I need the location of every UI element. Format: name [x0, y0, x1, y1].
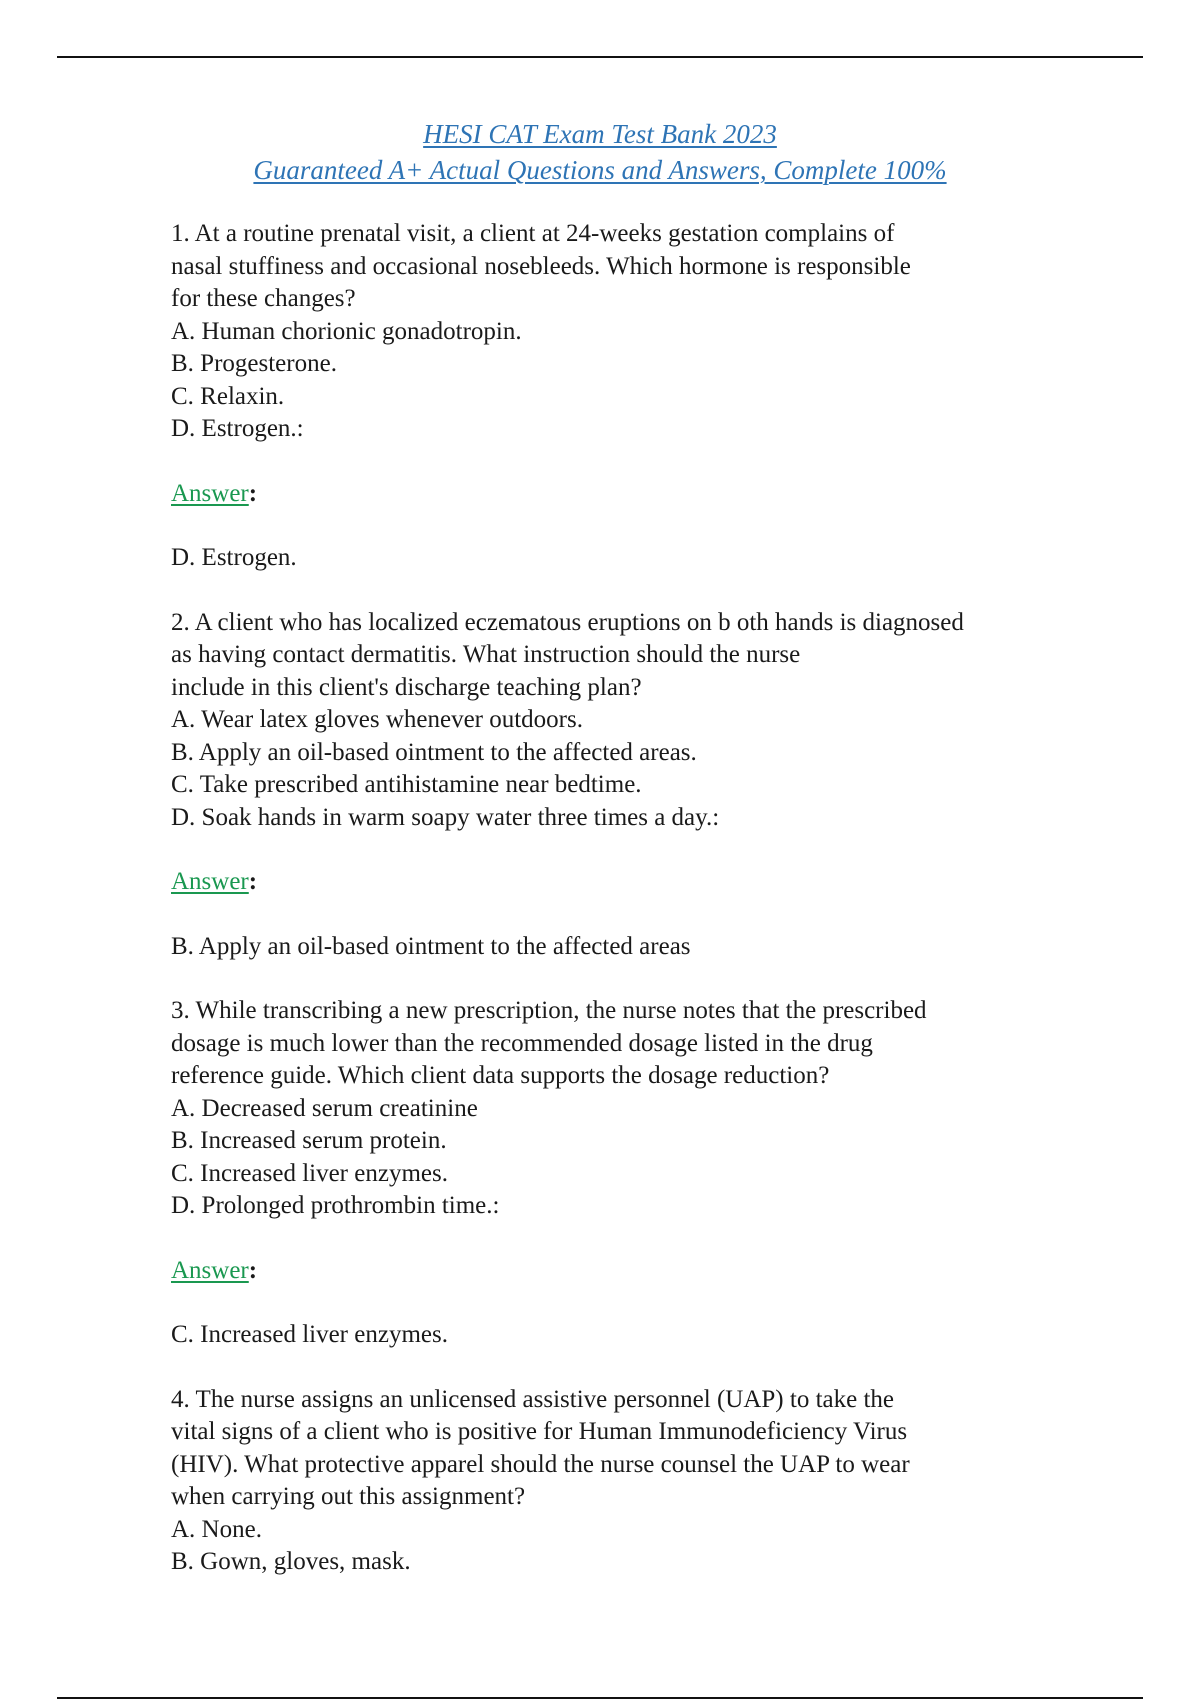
- question-2: [171, 607, 1101, 964]
- document-title: HESI CAT Exam Test Bank 2023: [423, 119, 777, 149]
- question-line: nasal stuffiness and occasional nosebleeds. Which hormone is responsible: [171, 252, 911, 280]
- question-line: as having contact dermatitis. What instruction should the nurse: [171, 641, 801, 668]
- option-c: C. Relaxin.: [171, 382, 285, 410]
- option-c: C. Take prescribed antihistamine near bedtime.: [171, 771, 642, 798]
- answer-label: [171, 1255, 1101, 1288]
- question-4: [171, 1384, 1101, 1579]
- option-d: D. Estrogen.:: [171, 415, 304, 442]
- option-d: D. Soak hands in warm soapy water three times a day.:: [171, 803, 720, 831]
- answer-value: D. Estrogen.: [171, 544, 297, 571]
- option-b: B. Gown, gloves, mask.: [171, 1548, 411, 1575]
- answer-colon: :: [248, 868, 258, 895]
- question-list: [171, 218, 1101, 1579]
- option-a: A. None.: [171, 1515, 262, 1543]
- question-text: [171, 218, 1101, 316]
- question-3: [171, 995, 1101, 1352]
- question-text: [171, 1384, 1101, 1514]
- answer-label: [171, 866, 1101, 899]
- option-d: D. Prolonged prothrombin time.:: [171, 1192, 500, 1219]
- answer-word: Answer: [171, 868, 249, 895]
- answer-word: Answer: [171, 479, 249, 507]
- question-text: [171, 995, 1101, 1093]
- question-line: vital signs of a client who is positive for Human Immunodeficiency Virus: [171, 1418, 908, 1445]
- question-text: [171, 607, 1101, 705]
- question-line: 1. At a routine prenatal visit, a client at 24-weeks gestation complains of: [171, 220, 895, 247]
- question-line: 3. While transcribing a new prescription, the nurse notes that the prescribed: [171, 997, 927, 1024]
- question-line: dosage is much lower than the recommended dosage listed in the drug: [171, 1029, 873, 1057]
- option-b: B. Increased serum protein.: [171, 1127, 447, 1154]
- question-line: 2. A client who has localized eczematous eruptions on b oth hands is diagnosed: [171, 608, 964, 636]
- bottom-rule: [57, 1697, 1143, 1699]
- answer-label: [171, 478, 1101, 511]
- question-line: reference guide. Which client data supports the dosage reduction?: [171, 1062, 830, 1089]
- document-header: [0, 116, 1200, 188]
- option-b: B. Progesterone.: [171, 350, 337, 377]
- option-a: A. Wear latex gloves whenever outdoors.: [171, 706, 583, 733]
- option-c: C. Increased liver enzymes.: [171, 1159, 448, 1187]
- question-line: for these changes?: [171, 285, 356, 312]
- option-a: A. Human chorionic gonadotropin.: [171, 317, 522, 345]
- answer-value: C. Increased liver enzymes.: [171, 1321, 448, 1348]
- answer-colon: :: [248, 1256, 258, 1284]
- question-1: [171, 218, 1101, 575]
- answer-word: Answer: [171, 1256, 249, 1284]
- answer-colon: :: [248, 479, 258, 507]
- answer-value: B. Apply an oil-based ointment to the affected areas: [171, 932, 691, 960]
- top-rule: [57, 56, 1143, 58]
- question-line: when carrying out this assignment?: [171, 1483, 526, 1510]
- question-line: include in this client's discharge teaching plan?: [171, 673, 642, 701]
- option-b: B. Apply an oil-based ointment to the affected areas.: [171, 738, 697, 766]
- question-line: (HIV). What protective apparel should the nurse counsel the UAP to wear: [171, 1450, 910, 1478]
- document-subtitle: Guaranteed A+ Actual Questions and Answers, Complete 100%: [253, 155, 947, 185]
- question-line: 4. The nurse assigns an unlicensed assistive personnel (UAP) to take the: [171, 1385, 894, 1413]
- option-a: A. Decreased serum creatinine: [171, 1094, 478, 1122]
